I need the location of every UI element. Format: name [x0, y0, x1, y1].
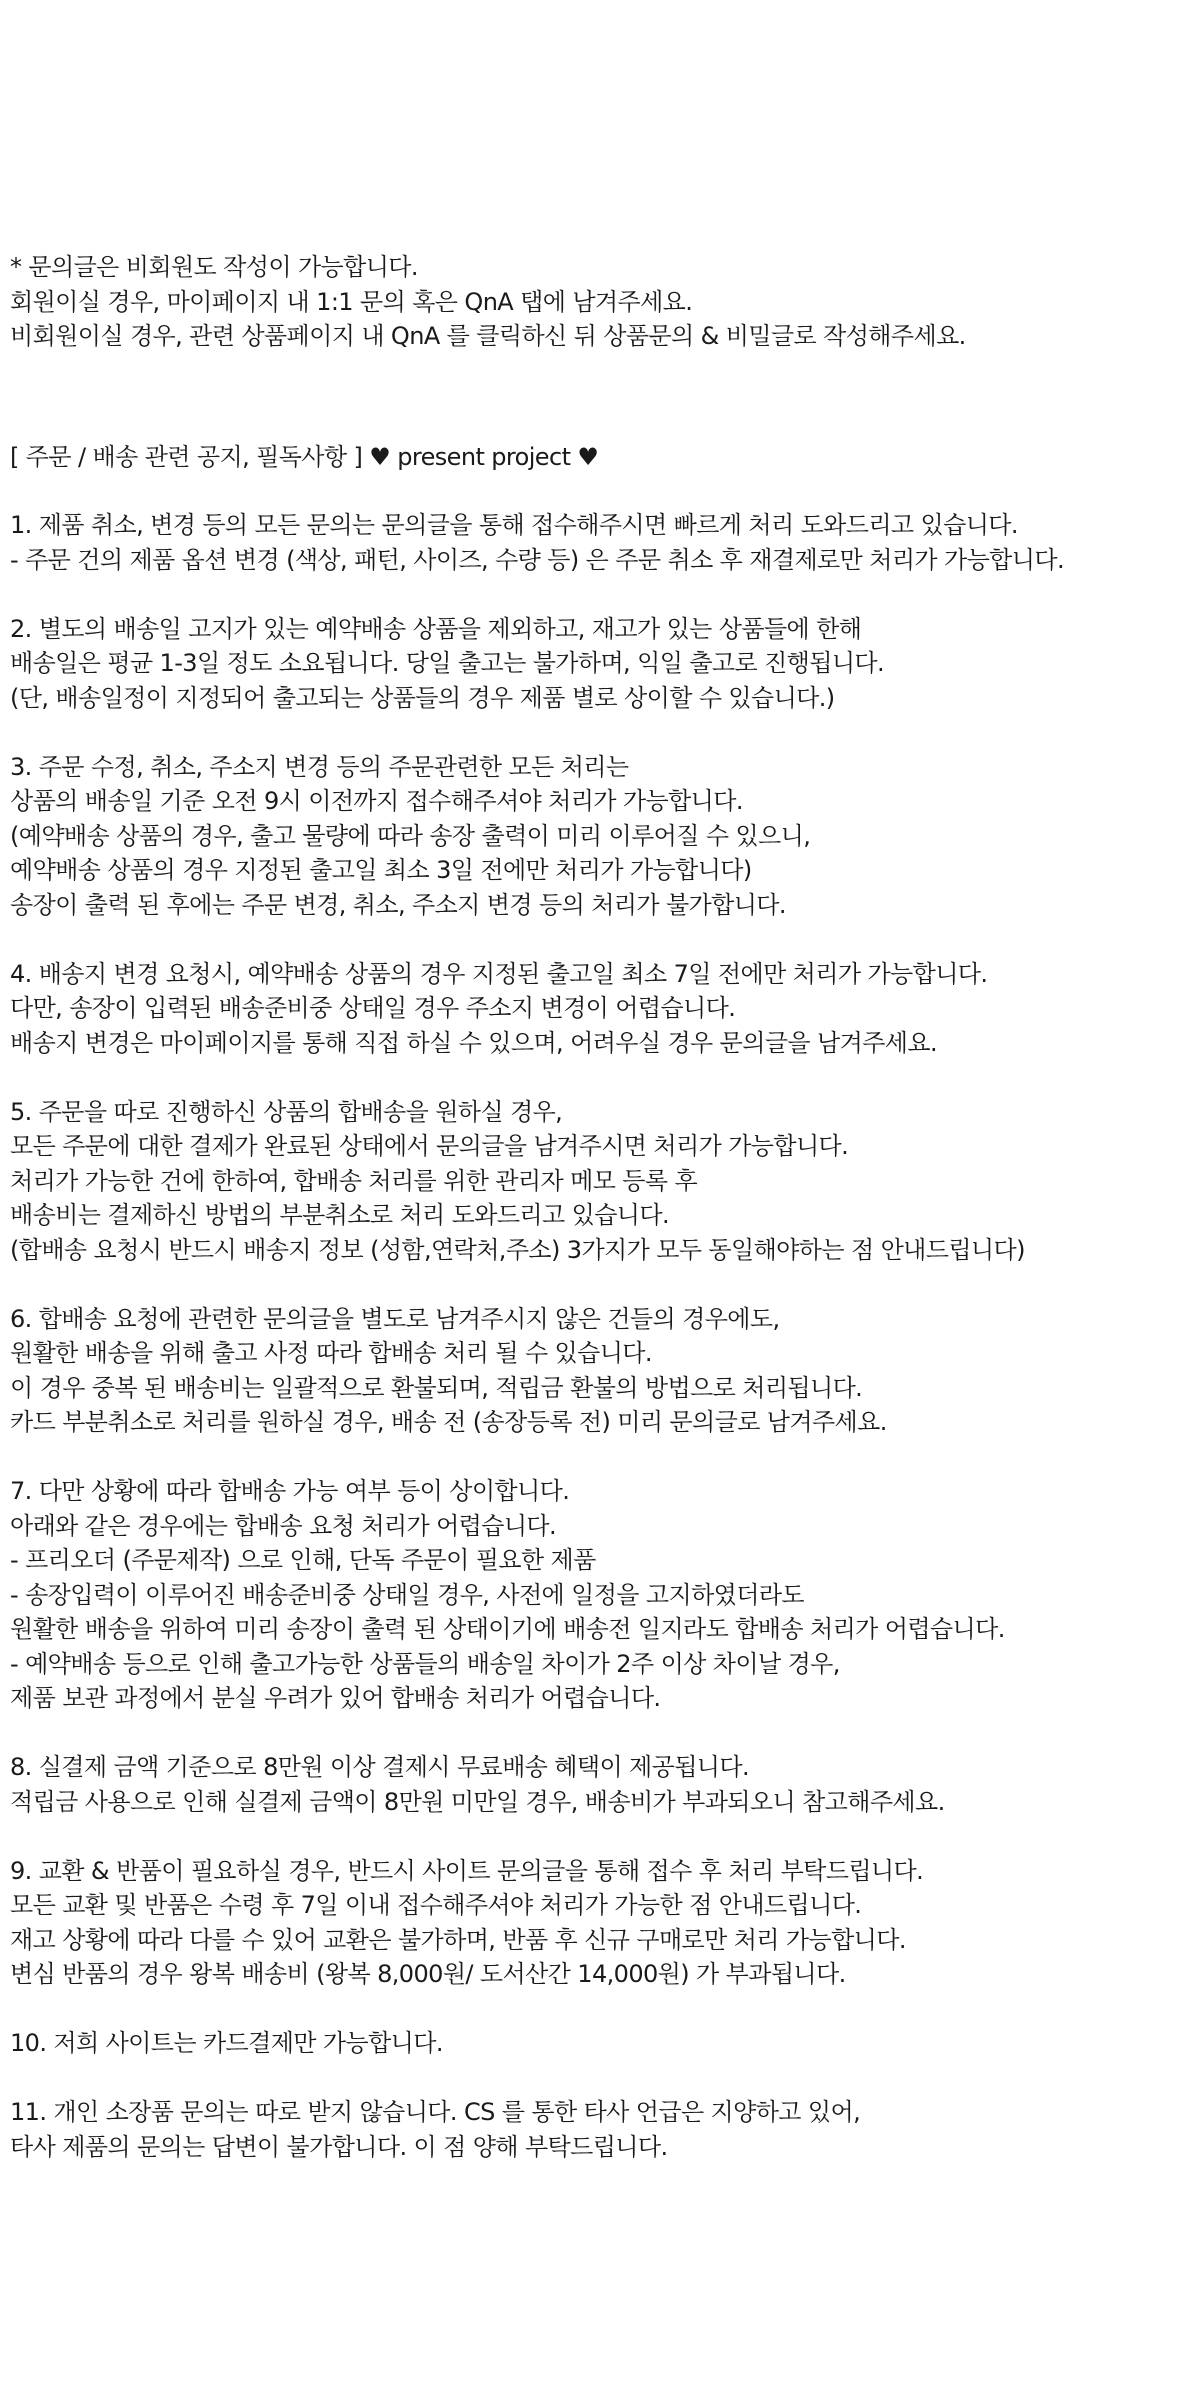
- spacer: [10, 474, 1195, 508]
- notice-line: 원활한 배송을 위하여 미리 송장이 출력 된 상태이기에 배송전 일지라도 합배송 처리가 어렵습니다.: [10, 1615, 1005, 1643]
- notice-line: (단, 배송일정이 지정되어 출고되는 상품들의 경우 제품 별로 상이할 수 있습니다.): [10, 683, 835, 712]
- spacer: [10, 2061, 1195, 2096]
- notice-line: 송장이 출력 된 후에는 주문 변경, 취소, 주소지 변경 등의 처리가 불가합니다.: [10, 890, 786, 919]
- notice-line: 카드 부분취소로 처리를 원하실 경우, 배송 전 (송장등록 전) 미리 문의글로 남겨주세요.: [10, 1408, 887, 1436]
- notice-line: - 주문 건의 제품 옵션 변경 (색상, 패턴, 사이즈, 수량 등) 은 주문 취소 후 재결제로만 처리가 가능합니다.: [10, 545, 1064, 574]
- notice-item-8: [10, 1750, 1195, 1819]
- notice-sections: [10, 508, 1195, 2164]
- notice-item-11: [10, 2095, 1195, 2164]
- spacer: [10, 1060, 1195, 1095]
- notice-line: - 송장입력이 이루어진 배송준비중 상태일 경우, 사전에 일정을 고지하였더라도: [10, 1580, 805, 1609]
- intro-block: [10, 250, 1195, 354]
- notice-line: 1. 제품 취소, 변경 등의 모든 문의는 문의글을 통해 접수해주시면 빠르게 처리 도와드리고 있습니다.: [10, 511, 1018, 539]
- notice-line: 변심 반품의 경우 왕복 배송비 (왕복 8,000원/ 도서산간 14,000원) 가 부과됩니다.: [10, 1960, 846, 1988]
- intro-line: * 문의글은 비회원도 작성이 가능합니다.: [10, 253, 418, 281]
- notice-line: 다만, 송장이 입력된 배송준비중 상태일 경우 주소지 변경이 어렵습니다.: [10, 994, 736, 1022]
- notice-line: 제품 보관 과정에서 분실 우려가 있어 합배송 처리가 어렵습니다.: [10, 1684, 661, 1712]
- notice-item-1: [10, 508, 1195, 577]
- spacer: [10, 1992, 1195, 2027]
- notice-line: 배송비는 결제하신 방법의 부분취소로 처리 도와드리고 있습니다.: [10, 1201, 669, 1229]
- spacer: [10, 715, 1195, 750]
- notice-item-9: [10, 1854, 1195, 1992]
- notice-line: - 예약배송 등으로 인해 출고가능한 상품들의 배송일 차이가 2주 이상 차이날 경우,: [10, 1649, 840, 1678]
- notice-heading: [ 주문 / 배송 관련 공지, 필독사항 ] ♥ present project ♥: [10, 442, 599, 471]
- spacer: [10, 1716, 1195, 1751]
- notice-line: 원활한 배송을 위해 출고 사정 따라 합배송 처리 될 수 있습니다.: [10, 1339, 652, 1367]
- spacer: [10, 1819, 1195, 1854]
- notice-item-6: [10, 1302, 1195, 1440]
- spacer: [10, 1440, 1195, 1475]
- intro-line: 비회원이실 경우, 관련 상품페이지 내 QnA 를 클릭하신 뒤 상품문의 & 비밀글로 작성해주세요.: [10, 322, 966, 350]
- notice-line: 9. 교환 & 반품이 필요하실 경우, 반드시 사이트 문의글을 통해 접수 후 처리 부탁드립니다.: [10, 1856, 924, 1885]
- notice-line: (합배송 요청시 반드시 배송지 정보 (성함,연락처,주소) 3가지가 모두 동일해야하는 점 안내드립니다): [10, 1235, 1025, 1264]
- notice-line: (예약배송 상품의 경우, 출고 물량에 따라 송장 출력이 미리 이루어질 수 있으니,: [10, 821, 811, 850]
- notice-line: 재고 상황에 따라 다를 수 있어 교환은 불가하며, 반품 후 신규 구매로만 처리 가능합니다.: [10, 1925, 906, 1954]
- notice-line: 2. 별도의 배송일 고지가 있는 예약배송 상품을 제외하고, 재고가 있는 상품들에 한해: [10, 614, 862, 643]
- notice-line: 이 경우 중복 된 배송비는 일괄적으로 환불되며, 적립금 환불의 방법으로 처리됩니다.: [10, 1373, 863, 1402]
- notice-item-5: [10, 1095, 1195, 1268]
- notice-document: [10, 250, 1195, 2164]
- notice-line: 8. 실결제 금액 기준으로 8만원 이상 결제시 무료배송 혜택이 제공됩니다.: [10, 1753, 750, 1781]
- notice-item-3: [10, 750, 1195, 923]
- spacer: [10, 577, 1195, 612]
- notice-line: 11. 개인 소장품 문의는 따로 받지 않습니다. CS 를 통한 타사 언급은 지양하고 있어,: [10, 2098, 861, 2126]
- notice-line: 5. 주문을 따로 진행하신 상품의 합배송을 원하실 경우,: [10, 1097, 563, 1126]
- spacer: [10, 354, 1195, 440]
- notice-line: 아래와 같은 경우에는 합배송 요청 처리가 어렵습니다.: [10, 1511, 557, 1540]
- notice-line: 모든 주문에 대한 결제가 완료된 상태에서 문의글을 남겨주시면 처리가 가능합니다.: [10, 1132, 849, 1160]
- notice-item-7: [10, 1474, 1195, 1716]
- notice-line: 예약배송 상품의 경우 지정된 출고일 최소 3일 전에만 처리가 가능합니다): [10, 856, 752, 884]
- notice-line: 배송지 변경은 마이페이지를 통해 직접 하실 수 있으며, 어려우실 경우 문의글을 남겨주세요.: [10, 1028, 937, 1057]
- spacer: [10, 1267, 1195, 1302]
- notice-line: - 프리오더 (주문제작) 으로 인해, 단독 주문이 필요한 제품: [10, 1546, 596, 1574]
- notice-item-2: [10, 612, 1195, 716]
- notice-line: 7. 다만 상황에 따라 합배송 가능 여부 등이 상이합니다.: [10, 1477, 570, 1505]
- notice-line: 적립금 사용으로 인해 실결제 금액이 8만원 미만일 경우, 배송비가 부과되오니 참고해주세요.: [10, 1787, 945, 1816]
- notice-line: 배송일은 평균 1-3일 정도 소요됩니다. 당일 출고는 불가하며, 익일 출고로 진행됩니다.: [10, 649, 885, 677]
- notice-line: 10. 저희 사이트는 카드결제만 가능합니다.: [10, 2029, 443, 2057]
- spacer: [10, 922, 1195, 957]
- notice-item-4: [10, 957, 1195, 1061]
- notice-line: 처리가 가능한 건에 한하여, 합배송 처리를 위한 관리자 메모 등록 후: [10, 1166, 698, 1195]
- notice-line: 3. 주문 수정, 취소, 주소지 변경 등의 주문관련한 모든 처리는: [10, 752, 629, 781]
- notice-line: 6. 합배송 요청에 관련한 문의글을 별도로 남겨주시지 않은 건들의 경우에도,: [10, 1304, 780, 1333]
- notice-line: 모든 교환 및 반품은 수령 후 7일 이내 접수해주셔야 처리가 가능한 점 안내드립니다.: [10, 1891, 862, 1919]
- notice-item-10: [10, 2026, 1195, 2061]
- notice-line: 4. 배송지 변경 요청시, 예약배송 상품의 경우 지정된 출고일 최소 7일 전에만 처리가 가능합니다.: [10, 959, 988, 988]
- notice-line: 상품의 배송일 기준 오전 9시 이전까지 접수해주셔야 처리가 가능합니다.: [10, 787, 743, 815]
- notice-line: 타사 제품의 문의는 답변이 불가합니다. 이 점 양해 부탁드립니다.: [10, 2132, 668, 2161]
- intro-line: 회원이실 경우, 마이페이지 내 1:1 문의 혹은 QnA 탭에 남겨주세요.: [10, 287, 693, 316]
